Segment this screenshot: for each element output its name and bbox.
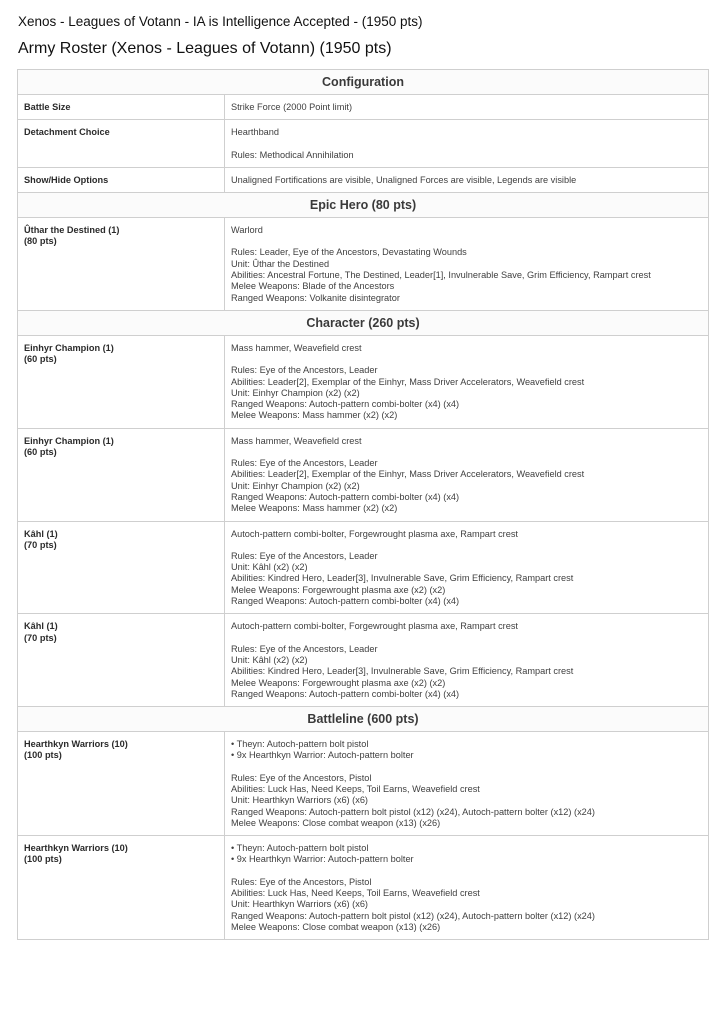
unit-row	[18, 836, 709, 940]
content-line: Unaligned Fortifications are visible, Unaligned Forces are visible, Legends are visible	[231, 174, 577, 185]
unit-row	[18, 335, 709, 428]
line-spacer	[231, 354, 702, 365]
content-line: Mass hammer, Weavefield crest	[231, 435, 362, 446]
content-line: Ranged Weapons: Autoch-pattern combi-bolter (x4) (x4)	[231, 688, 460, 699]
unit-name-cell	[18, 335, 225, 428]
line-spacer	[231, 447, 702, 458]
unit-points: (80 pts)	[24, 236, 57, 247]
content-line: Mass hammer, Weavefield crest	[231, 342, 362, 353]
content-line: Rules: Methodical Annihilation	[231, 149, 354, 160]
config-label: Detachment Choice	[18, 120, 225, 168]
config-row	[18, 167, 709, 192]
unit-name: Hearthkyn Warriors (10)	[24, 739, 128, 750]
content-line: Ranged Weapons: Autoch-pattern combi-bolter (x4) (x4)	[231, 491, 460, 502]
content-line: Strike Force (2000 Point limit)	[231, 102, 353, 112]
line-spacer	[231, 236, 702, 247]
section-header-row	[18, 310, 709, 335]
content-line: Warlord	[231, 225, 263, 236]
section-header-row	[18, 70, 709, 95]
unit-name: Kâhl (1)	[24, 621, 58, 632]
content-line: Rules: Eye of the Ancestors, Leader	[231, 365, 378, 376]
unit-name-cell	[18, 428, 225, 521]
unit-details	[225, 335, 709, 428]
unit-name-cell	[18, 732, 225, 836]
content-line: Unit: Hearthkyn Warriors (x6) (x6)	[231, 899, 368, 910]
content-line: Melee Weapons: Close combat weapon (x13) (x26)	[231, 817, 441, 828]
content-line: • 9x Hearthkyn Warrior: Autoch-pattern bolter	[231, 854, 414, 865]
unit-points: (100 pts)	[24, 854, 62, 865]
unit-details	[225, 218, 709, 311]
section-header-row	[18, 193, 709, 218]
roster-table	[17, 69, 709, 940]
unit-details	[225, 521, 709, 614]
unit-name-cell	[18, 836, 225, 940]
unit-points: (100 pts)	[24, 750, 62, 761]
content-line: Ranged Weapons: Autoch-pattern combi-bolter (x4) (x4)	[231, 596, 460, 607]
content-line: Hearthband	[231, 127, 280, 138]
unit-details	[225, 614, 709, 707]
content-line: Unit: Kâhl (x2) (x2)	[231, 654, 308, 665]
section-heading: Epic Hero (80 pts)	[18, 193, 709, 218]
content-line: Ranged Weapons: Autoch-pattern bolt pistol (x12) (x24), Autoch-pattern bolter (x12) (x24)	[231, 806, 595, 817]
unit-row	[18, 428, 709, 521]
content-line: Rules: Eye of the Ancestors, Pistol	[231, 772, 372, 783]
config-row	[18, 120, 709, 168]
config-row	[18, 95, 709, 120]
content-line: Rules: Eye of the Ancestors, Pistol	[231, 876, 372, 887]
config-value	[225, 167, 709, 192]
content-line: Ranged Weapons: Volkanite disintegrator	[231, 292, 400, 303]
unit-points: (60 pts)	[24, 447, 57, 458]
unit-name: Ûthar the Destined (1)	[24, 225, 120, 236]
content-line: Rules: Eye of the Ancestors, Leader	[231, 458, 378, 469]
content-line: Autoch-pattern combi-bolter, Forgewrought plasma axe, Rampart crest	[231, 621, 518, 632]
unit-name: Hearthkyn Warriors (10)	[24, 843, 128, 854]
content-line: Melee Weapons: Mass hammer (x2) (x2)	[231, 503, 398, 514]
content-line: Ranged Weapons: Autoch-pattern bolt pistol (x12) (x24), Autoch-pattern bolter (x12) (x24)	[231, 910, 595, 921]
section-heading: Character (260 pts)	[18, 310, 709, 335]
section-heading-configuration: Configuration	[18, 70, 709, 95]
content-line: Unit: Hearthkyn Warriors (x6) (x6)	[231, 795, 368, 806]
line-spacer	[231, 866, 702, 877]
content-line: Autoch-pattern combi-bolter, Forgewrought plasma axe, Rampart crest	[231, 528, 518, 539]
config-label: Show/Hide Options	[18, 167, 225, 192]
roster-table-body	[18, 70, 709, 940]
content-line: Abilities: Ancestral Fortune, The Destined, Leader[1], Invulnerable Save, Grim Efficiency, Rampart crest	[231, 270, 651, 281]
content-line: Abilities: Luck Has, Need Keeps, Toil Earns, Weavefield crest	[231, 783, 480, 794]
content-line: • Theyn: Autoch-pattern bolt pistol	[231, 739, 369, 750]
line-spacer	[231, 139, 702, 150]
unit-name-cell	[18, 521, 225, 614]
content-line: Melee Weapons: Forgewrought plasma axe (x2) (x2)	[231, 584, 446, 595]
content-line: Abilities: Leader[2], Exemplar of the Einhyr, Mass Driver Accelerators, Weavefield crest	[231, 376, 585, 387]
content-line: Unit: Einhyr Champion (x2) (x2)	[231, 480, 360, 491]
unit-points: (70 pts)	[24, 539, 57, 550]
unit-points: (60 pts)	[24, 354, 57, 365]
unit-row	[18, 521, 709, 614]
content-line: Melee Weapons: Forgewrought plasma axe (x2) (x2)	[231, 677, 446, 688]
line-spacer	[231, 633, 702, 644]
content-line: Abilities: Kindred Hero, Leader[3], Invulnerable Save, Grim Efficiency, Rampart crest	[231, 666, 574, 677]
content-line: Rules: Eye of the Ancestors, Leader	[231, 643, 378, 654]
content-line: Abilities: Kindred Hero, Leader[3], Invulnerable Save, Grim Efficiency, Rampart crest	[231, 573, 574, 584]
content-line: Melee Weapons: Close combat weapon (x13) (x26)	[231, 921, 441, 932]
unit-details	[225, 836, 709, 940]
content-line: Melee Weapons: Mass hammer (x2) (x2)	[231, 410, 398, 421]
config-value	[225, 95, 709, 120]
unit-details	[225, 732, 709, 836]
unit-row	[18, 218, 709, 311]
document-title: Xenos - Leagues of Votann - IA is Intelligence Accepted - (1950 pts)	[18, 14, 423, 29]
content-line: Unit: Kâhl (x2) (x2)	[231, 562, 308, 573]
unit-points: (70 pts)	[24, 632, 57, 643]
content-line: Melee Weapons: Blade of the Ancestors	[231, 281, 395, 292]
unit-details	[225, 428, 709, 521]
content-line: • 9x Hearthkyn Warrior: Autoch-pattern bolter	[231, 750, 414, 761]
unit-row	[18, 614, 709, 707]
config-label: Battle Size	[18, 95, 225, 120]
roster-heading: Army Roster (Xenos - Leagues of Votann) (1950 pts)	[18, 40, 392, 57]
section-header-row	[18, 707, 709, 732]
content-line: Rules: Eye of the Ancestors, Leader	[231, 550, 378, 561]
config-value	[225, 120, 709, 168]
line-spacer	[231, 540, 702, 551]
content-line: Unit: Einhyr Champion (x2) (x2)	[231, 387, 360, 398]
line-spacer	[231, 762, 702, 773]
content-line: Abilities: Luck Has, Need Keeps, Toil Earns, Weavefield crest	[231, 888, 480, 899]
content-line: Rules: Leader, Eye of the Ancestors, Devastating Wounds	[231, 247, 467, 258]
unit-name-cell	[18, 614, 225, 707]
content-line: • Theyn: Autoch-pattern bolt pistol	[231, 843, 369, 854]
section-heading: Battleline (600 pts)	[18, 707, 709, 732]
unit-name: Einhyr Champion (1)	[24, 435, 114, 446]
content-line: Abilities: Leader[2], Exemplar of the Einhyr, Mass Driver Accelerators, Weavefield crest	[231, 469, 585, 480]
content-line: Unit: Ûthar the Destined	[231, 258, 330, 269]
unit-name: Einhyr Champion (1)	[24, 342, 114, 353]
content-line: Ranged Weapons: Autoch-pattern combi-bolter (x4) (x4)	[231, 399, 460, 410]
unit-row	[18, 732, 709, 836]
unit-name-cell	[18, 218, 225, 311]
unit-name: Kâhl (1)	[24, 528, 58, 539]
